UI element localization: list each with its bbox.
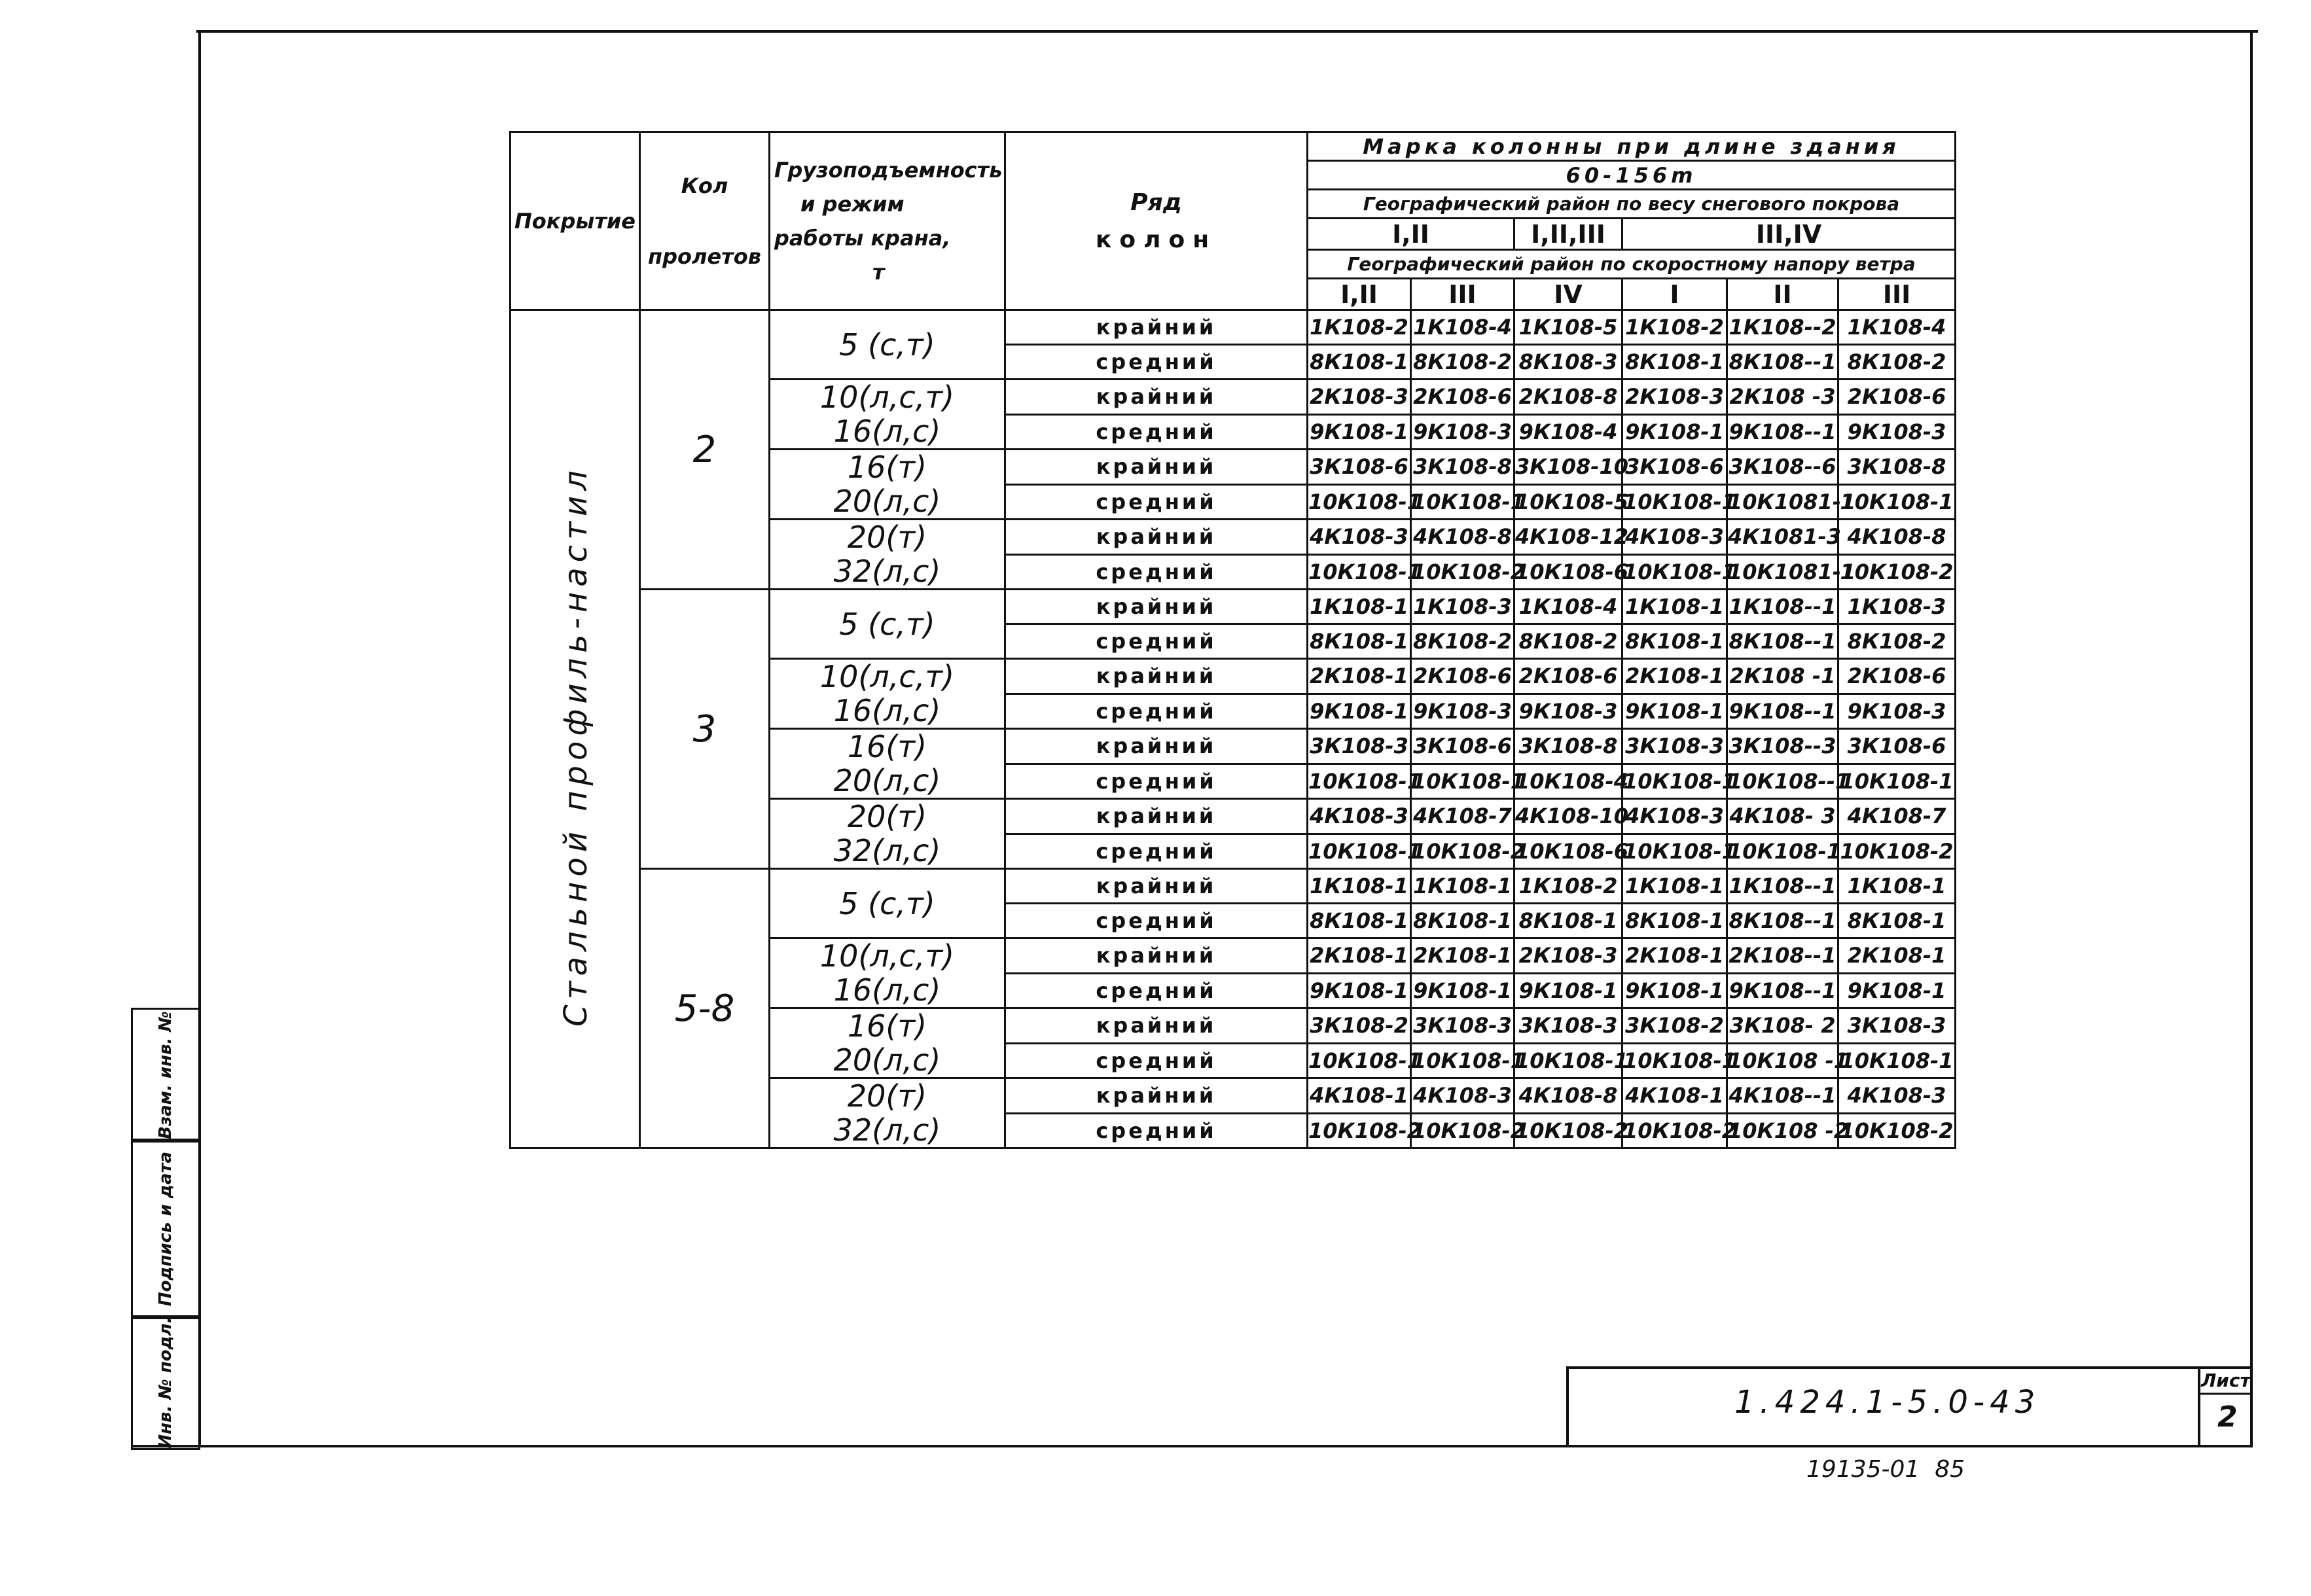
mark-cell: 4К108-3 bbox=[1308, 520, 1411, 555]
row-type-cell: крайний bbox=[1005, 869, 1308, 904]
mark-cell: 1К108-4 bbox=[1838, 310, 1956, 345]
mark-cell: 9К108-3 bbox=[1411, 694, 1514, 729]
mark-cell: 1К108-1 bbox=[1308, 590, 1411, 624]
mark-cell: 10К108-1 bbox=[1838, 484, 1956, 520]
mark-cell: 9К108--1 bbox=[1727, 973, 1838, 1008]
mark-cell: 1К108-5 bbox=[1514, 310, 1622, 345]
mark-cell: 9К108-1 bbox=[1838, 973, 1956, 1008]
mark-cell: 2К108 -3 bbox=[1727, 380, 1838, 415]
mark-cell: 9К108-1 bbox=[1514, 973, 1622, 1008]
mark-cell: 3К108-10 bbox=[1514, 450, 1622, 485]
doc-number: 1.424.1-5.0-43 bbox=[1734, 1384, 2041, 1421]
mark-cell: 10К108-1 bbox=[1727, 834, 1838, 869]
crane-cell: 10(л,с,т) 16(л,с) bbox=[770, 938, 1005, 1008]
mark-cell: 9К108-4 bbox=[1514, 414, 1622, 450]
mark-cell: 4К108-7 bbox=[1411, 799, 1514, 834]
mark-cell: 9К108-3 bbox=[1838, 694, 1956, 729]
mark-cell: 4К108-10 bbox=[1514, 799, 1622, 834]
row-type-cell: крайний bbox=[1005, 799, 1308, 834]
mark-cell: 4К108-3 bbox=[1411, 1078, 1514, 1114]
mark-cell: 9К108-1 bbox=[1411, 973, 1514, 1008]
mark-cell: 2К108-1 bbox=[1838, 938, 1956, 974]
row-type-cell: средний bbox=[1005, 904, 1308, 938]
header-row-line2: колон bbox=[1095, 226, 1217, 253]
mark-cell: 9К108-1 bbox=[1308, 414, 1411, 450]
mark-cell: 10К108 -2 bbox=[1727, 1113, 1838, 1148]
mark-cell: 9К108--1 bbox=[1727, 694, 1838, 729]
header-snow-group-3: III,IV bbox=[1622, 219, 1956, 250]
row-type-cell: средний bbox=[1005, 484, 1308, 520]
mark-cell: 8К108-2 bbox=[1411, 624, 1514, 659]
header-wind-col-5: II bbox=[1727, 279, 1838, 310]
stamp-inv-replace bbox=[131, 1008, 200, 1143]
mark-cell: 8К108-1 bbox=[1308, 345, 1411, 380]
header-wind-col-6: III bbox=[1838, 279, 1956, 310]
mark-cell: 3К108--6 bbox=[1727, 450, 1838, 485]
mark-cell: 9К108-1 bbox=[1308, 694, 1411, 729]
mark-cell: 4К1081-3 bbox=[1727, 520, 1838, 555]
header-crane-line4: т bbox=[872, 259, 885, 285]
mark-cell: 9К108-1 bbox=[1308, 973, 1411, 1008]
mark-cell: 10К108-1 bbox=[1411, 764, 1514, 799]
mark-cell: 2К108-6 bbox=[1514, 659, 1622, 694]
mark-cell: 10К108-1 bbox=[1308, 554, 1411, 590]
row-type-cell: крайний bbox=[1005, 590, 1308, 624]
mark-cell: 4К108-3 bbox=[1622, 520, 1727, 555]
mark-cell: 9К108-1 bbox=[1622, 973, 1727, 1008]
stamp-sign-date-label: Подпись и дата bbox=[156, 1151, 175, 1307]
mark-cell: 10К108-1 bbox=[1622, 554, 1727, 590]
header-length: 60-156m bbox=[1308, 161, 1956, 190]
mark-cell: 2К108 -1 bbox=[1727, 659, 1838, 694]
mark-cell: 10К1081-1 bbox=[1727, 554, 1838, 590]
crane-cell: 5 (с,т) bbox=[770, 590, 1005, 659]
mark-cell: 4К108-8 bbox=[1411, 520, 1514, 555]
row-type-cell: крайний bbox=[1005, 310, 1308, 345]
mark-cell: 2К108-6 bbox=[1411, 659, 1514, 694]
crane-cell: 5 (с,т) bbox=[770, 310, 1005, 380]
mark-cell: 2К108-6 bbox=[1838, 380, 1956, 415]
stamp-inv-orig bbox=[131, 1315, 200, 1450]
mark-cell: 8К108-2 bbox=[1411, 345, 1514, 380]
mark-cell: 8К108-1 bbox=[1308, 624, 1411, 659]
bottom-note: 19135-01 85 bbox=[1806, 1456, 1965, 1483]
mark-cell: 8К108--1 bbox=[1727, 624, 1838, 659]
mark-cell: 1К108-1 bbox=[1622, 869, 1727, 904]
mark-cell: 3К108-6 bbox=[1838, 729, 1956, 764]
mark-cell: 9К108-3 bbox=[1838, 414, 1956, 450]
mark-cell: 4К108-3 bbox=[1622, 799, 1727, 834]
header-crane-line3: работы крана, bbox=[774, 225, 951, 251]
mark-cell: 3К108-8 bbox=[1411, 450, 1514, 485]
crane-cell: 16(т) 20(л,с) bbox=[770, 1008, 1005, 1078]
mark-cell: 4К108-12 bbox=[1514, 520, 1622, 555]
mark-cell: 9К108-3 bbox=[1411, 414, 1514, 450]
sheet-label: Лист bbox=[2201, 1370, 2251, 1391]
mark-cell: 4К108-8 bbox=[1838, 520, 1956, 555]
header-wind-title: Географический район по скоростному напору ветра bbox=[1308, 250, 1956, 279]
mark-cell: 3К108-3 bbox=[1622, 729, 1727, 764]
mark-cell: 10К108 -1 bbox=[1727, 1043, 1838, 1078]
mark-cell: 8К108-1 bbox=[1838, 904, 1956, 938]
header-spans-line2: пролетов bbox=[648, 243, 761, 269]
mark-cell: 10К108-4 bbox=[1514, 764, 1622, 799]
mark-cell: 10К108-1 bbox=[1514, 1043, 1622, 1078]
mark-cell: 8К108-2 bbox=[1838, 345, 1956, 380]
mark-cell: 2К108-1 bbox=[1308, 938, 1411, 974]
crane-cell: 20(т) 32(л,с) bbox=[770, 520, 1005, 590]
mark-cell: 4К108--1 bbox=[1727, 1078, 1838, 1114]
row-type-cell: крайний bbox=[1005, 450, 1308, 485]
spans-cell: 2 bbox=[640, 310, 770, 590]
mark-cell: 3К108-3 bbox=[1308, 729, 1411, 764]
mark-cell: 9К108-3 bbox=[1514, 694, 1622, 729]
row-type-cell: средний bbox=[1005, 973, 1308, 1008]
mark-cell: 4К108-3 bbox=[1308, 799, 1411, 834]
cover-text: Стальной профиль-настил bbox=[558, 465, 594, 1027]
mark-cell: 1К108-2 bbox=[1622, 310, 1727, 345]
mark-cell: 2К108-1 bbox=[1622, 938, 1727, 974]
header-mark-title: Марка колонны при длине здания bbox=[1308, 132, 1956, 161]
mark-cell: 10К108-6 bbox=[1514, 834, 1622, 869]
row-type-cell: крайний bbox=[1005, 938, 1308, 974]
header-wind-col-1: I,II bbox=[1308, 279, 1411, 310]
mark-cell: 3К108- 2 bbox=[1727, 1008, 1838, 1044]
mark-cell: 10К108-2 bbox=[1838, 554, 1956, 590]
mark-cell: 4К108- 3 bbox=[1727, 799, 1838, 834]
mark-cell: 2К108-3 bbox=[1308, 380, 1411, 415]
mark-cell: 9К108-1 bbox=[1622, 414, 1727, 450]
mark-cell: 3К108-8 bbox=[1514, 729, 1622, 764]
mark-cell: 4К108-1 bbox=[1622, 1078, 1727, 1114]
mark-cell: 4К108-3 bbox=[1838, 1078, 1956, 1114]
mark-cell: 10К108-1 bbox=[1622, 834, 1727, 869]
mark-cell: 1К108-2 bbox=[1514, 869, 1622, 904]
mark-cell: 10К108-1 bbox=[1308, 764, 1411, 799]
mark-cell: 1К108--1 bbox=[1727, 869, 1838, 904]
mark-cell: 10К108-2 bbox=[1411, 554, 1514, 590]
mark-cell: 10К1081-1 bbox=[1727, 484, 1838, 520]
mark-cell: 8К108-1 bbox=[1308, 904, 1411, 938]
mark-cell: 3К108-2 bbox=[1622, 1008, 1727, 1044]
crane-cell: 20(т) 32(л,с) bbox=[770, 1078, 1005, 1148]
crane-cell: 20(т) 32(л,с) bbox=[770, 799, 1005, 869]
mark-cell: 4К108-7 bbox=[1838, 799, 1956, 834]
mark-cell: 2К108-3 bbox=[1622, 380, 1727, 415]
mark-cell: 10К108-1 bbox=[1308, 834, 1411, 869]
mark-cell: 10К108-2 bbox=[1838, 1113, 1956, 1148]
table-row bbox=[511, 310, 1956, 345]
mark-cell: 8К108-1 bbox=[1622, 624, 1727, 659]
mark-cell: 10К108-1 bbox=[1622, 484, 1727, 520]
mark-cell: 2К108--1 bbox=[1727, 938, 1838, 974]
row-type-cell: крайний bbox=[1005, 729, 1308, 764]
mark-cell: 3К108--3 bbox=[1727, 729, 1838, 764]
mark-cell: 4К108-8 bbox=[1514, 1078, 1622, 1114]
column-marks-table bbox=[509, 131, 1956, 1149]
mark-cell: 9К108--1 bbox=[1727, 414, 1838, 450]
mark-cell: 3К108-3 bbox=[1514, 1008, 1622, 1044]
mark-cell: 2К108-6 bbox=[1411, 380, 1514, 415]
header-crane bbox=[770, 132, 1005, 310]
mark-cell: 10К108-1 bbox=[1308, 484, 1411, 520]
mark-cell: 1К108-1 bbox=[1838, 869, 1956, 904]
mark-cell: 3К108-6 bbox=[1308, 450, 1411, 485]
mark-cell: 10К108-2 bbox=[1411, 834, 1514, 869]
mark-cell: 2К108-6 bbox=[1838, 659, 1956, 694]
mark-cell: 9К108-1 bbox=[1622, 694, 1727, 729]
mark-cell: 1К108--2 bbox=[1727, 310, 1838, 345]
row-type-cell: крайний bbox=[1005, 380, 1308, 415]
mark-cell: 10К108-2 bbox=[1308, 1113, 1411, 1148]
row-type-cell: средний bbox=[1005, 554, 1308, 590]
row-type-cell: крайний bbox=[1005, 1078, 1308, 1114]
mark-cell: 1К108-1 bbox=[1622, 590, 1727, 624]
mark-cell: 10К108-2 bbox=[1411, 1113, 1514, 1148]
crane-cell: 16(т) 20(л,с) bbox=[770, 450, 1005, 520]
mark-cell: 10К108-1 bbox=[1308, 1043, 1411, 1078]
mark-cell: 2К108-8 bbox=[1514, 380, 1622, 415]
mark-cell: 8К108-1 bbox=[1622, 345, 1727, 380]
header-spans bbox=[640, 132, 770, 310]
row-type-cell: средний bbox=[1005, 624, 1308, 659]
header-cover: Покрытие bbox=[511, 132, 640, 310]
mark-cell: 10К108-1 bbox=[1622, 764, 1727, 799]
mark-cell: 10К108-1 bbox=[1838, 764, 1956, 799]
mark-cell: 3К108-3 bbox=[1411, 1008, 1514, 1044]
mark-cell: 2К108-1 bbox=[1308, 659, 1411, 694]
header-spans-line1: Кол bbox=[681, 173, 728, 198]
header-snow-group-2: I,II,III bbox=[1514, 219, 1622, 250]
spans-cell: 5-8 bbox=[640, 869, 770, 1148]
table-row bbox=[511, 869, 1956, 904]
header-row-line1: Ряд bbox=[1130, 188, 1182, 216]
stamp-inv-replace-label: Взам. инв. № bbox=[156, 1011, 175, 1139]
mark-cell: 1К108-3 bbox=[1838, 590, 1956, 624]
mark-cell: 8К108-1 bbox=[1514, 904, 1622, 938]
mark-cell: 10К108-1 bbox=[1411, 1043, 1514, 1078]
mark-cell: 8К108-1 bbox=[1411, 904, 1514, 938]
crane-cell: 16(т) 20(л,с) bbox=[770, 729, 1005, 799]
sheet-number: 2 bbox=[2217, 1400, 2238, 1434]
row-type-cell: средний bbox=[1005, 1043, 1308, 1078]
header-wind-col-4: I bbox=[1622, 279, 1727, 310]
mark-cell: 1К108-1 bbox=[1308, 869, 1411, 904]
mark-cell: 1К108-1 bbox=[1411, 869, 1514, 904]
header-crane-line1: Грузоподъемность bbox=[774, 157, 1003, 183]
row-type-cell: средний bbox=[1005, 834, 1308, 869]
header-row bbox=[1005, 132, 1308, 310]
row-type-cell: средний bbox=[1005, 694, 1308, 729]
row-type-cell: средний bbox=[1005, 345, 1308, 380]
mark-cell: 10К108-6 bbox=[1514, 554, 1622, 590]
mark-cell: 3К108-3 bbox=[1838, 1008, 1956, 1044]
mark-cell: 3К108-2 bbox=[1308, 1008, 1411, 1044]
mark-cell: 10К108-2 bbox=[1622, 1113, 1727, 1148]
header-crane-line2: и режим bbox=[800, 191, 905, 217]
row-type-cell: крайний bbox=[1005, 659, 1308, 694]
row-type-cell: средний bbox=[1005, 1113, 1308, 1148]
crane-cell: 10(л,с,т) 16(л,с) bbox=[770, 659, 1005, 729]
mark-cell: 2К108-1 bbox=[1411, 938, 1514, 974]
mark-cell: 1К108-2 bbox=[1308, 310, 1411, 345]
mark-cell: 10К108--1 bbox=[1727, 764, 1838, 799]
mark-cell: 2К108-1 bbox=[1622, 659, 1727, 694]
mark-cell: 1К108-4 bbox=[1514, 590, 1622, 624]
header-snow-title: Географический район по весу снегового покрова bbox=[1308, 190, 1956, 219]
header-wind-col-2: III bbox=[1411, 279, 1514, 310]
mark-cell: 10К108-2 bbox=[1514, 1113, 1622, 1148]
mark-cell: 8К108-3 bbox=[1514, 345, 1622, 380]
row-type-cell: крайний bbox=[1005, 520, 1308, 555]
header-snow-group-1: I,II bbox=[1308, 219, 1514, 250]
mark-cell: 3К108-6 bbox=[1622, 450, 1727, 485]
mark-cell: 8К108-2 bbox=[1838, 624, 1956, 659]
mark-cell: 8К108--1 bbox=[1727, 904, 1838, 938]
mark-cell: 1К108--1 bbox=[1727, 590, 1838, 624]
crane-cell: 10(л,с,т) 16(л,с) bbox=[770, 380, 1005, 450]
stamp-inv-orig-label: Инв. № подл. bbox=[156, 1317, 175, 1449]
mark-cell: 8К108--1 bbox=[1727, 345, 1838, 380]
mark-cell: 10К108-1 bbox=[1411, 484, 1514, 520]
mark-cell: 4К108-1 bbox=[1308, 1078, 1411, 1114]
crane-cell: 5 (с,т) bbox=[770, 869, 1005, 938]
header-wind-col-3: IV bbox=[1514, 279, 1622, 310]
mark-cell: 10К108-5 bbox=[1514, 484, 1622, 520]
cover-vertical-text bbox=[511, 317, 641, 1175]
mark-cell: 10К108-2 bbox=[1838, 834, 1956, 869]
stamp-sign-date bbox=[131, 1139, 200, 1319]
mark-cell: 1К108-3 bbox=[1411, 590, 1514, 624]
mark-cell: 1К108-4 bbox=[1411, 310, 1514, 345]
mark-cell: 8К108-1 bbox=[1622, 904, 1727, 938]
mark-cell: 3К108-6 bbox=[1411, 729, 1514, 764]
mark-cell: 10К108-1 bbox=[1622, 1043, 1727, 1078]
row-type-cell: крайний bbox=[1005, 1008, 1308, 1044]
mark-cell: 10К108-1 bbox=[1838, 1043, 1956, 1078]
mark-cell: 3К108-8 bbox=[1838, 450, 1956, 485]
spans-cell: 3 bbox=[640, 590, 770, 869]
row-type-cell: средний bbox=[1005, 764, 1308, 799]
mark-cell: 8К108-2 bbox=[1514, 624, 1622, 659]
row-type-cell: средний bbox=[1005, 414, 1308, 450]
mark-cell: 2К108-3 bbox=[1514, 938, 1622, 974]
table-row bbox=[511, 590, 1956, 624]
